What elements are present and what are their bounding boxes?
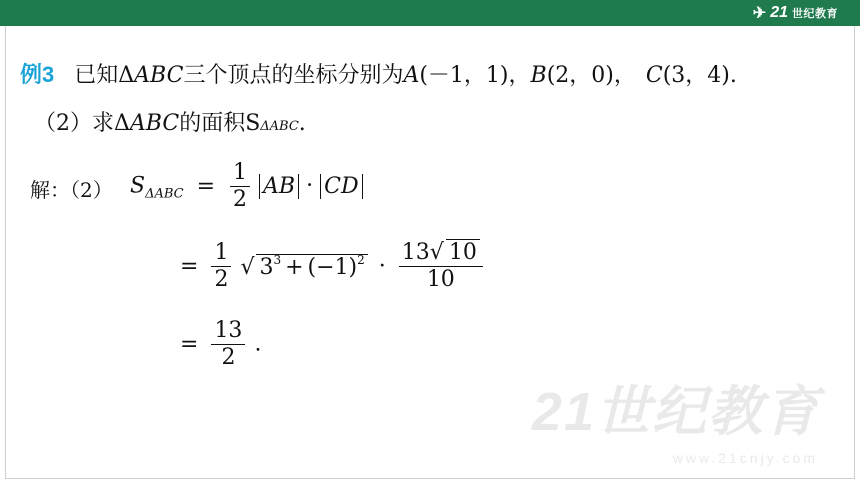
area-symbol: S xyxy=(130,173,146,199)
half-fraction-2 xyxy=(211,240,231,293)
sqrt-expression xyxy=(240,253,367,280)
point-c: C xyxy=(645,63,663,88)
segment-ab: AB xyxy=(259,174,299,199)
point-a: A xyxy=(403,63,420,88)
sqrt-base-1: 3 xyxy=(259,255,274,280)
dot-1: · xyxy=(306,173,314,199)
result-end: . xyxy=(254,331,262,357)
half-num-1: 1 xyxy=(233,160,248,185)
runner-icon: ✈ xyxy=(752,5,767,22)
watermark-url: www.21cnjy.com xyxy=(672,450,818,466)
part-end: . xyxy=(298,111,306,136)
question-label: 例3 xyxy=(20,62,55,87)
sqrt-exp-2: 2 xyxy=(357,253,365,267)
solution-label-text: 解：（2） xyxy=(30,178,113,202)
half-den-1: 2 xyxy=(230,186,250,213)
cd-frac-num xyxy=(399,240,483,266)
logo-text: 世纪教育 xyxy=(792,8,838,20)
coord-b: (2，0)， xyxy=(546,63,636,88)
question-text-pre: 已知Δ xyxy=(74,63,135,88)
logo-number: 21 xyxy=(770,4,788,21)
result-fraction xyxy=(211,318,245,371)
solution-line-2 xyxy=(180,240,485,293)
solution-line-3 xyxy=(180,318,261,371)
part-line xyxy=(34,106,306,140)
solution-line-1 xyxy=(130,160,363,213)
sqrt-exp-1: 3 xyxy=(273,253,282,267)
question-line xyxy=(20,58,737,94)
part-triangle: ABC xyxy=(129,111,180,136)
part-prefix: （2）求Δ xyxy=(34,111,130,136)
area-subscript: ΔABC xyxy=(145,186,184,202)
sqrt-term-2: (−1) xyxy=(307,255,358,280)
watermark-logo: 21世纪教育 xyxy=(531,382,820,442)
half-den-2: 2 xyxy=(211,266,231,293)
radical-icon: √ xyxy=(240,255,255,280)
point-b: B xyxy=(530,63,547,88)
header-bar xyxy=(0,0,860,26)
result-num: 13 xyxy=(214,318,243,343)
triangle-name: ABC xyxy=(134,63,184,88)
radical-icon-2: √ xyxy=(429,240,444,265)
cd-frac-den: 10 xyxy=(399,266,483,293)
coord-c: (3，4). xyxy=(662,63,737,88)
sqrt-body xyxy=(256,254,367,280)
result-den: 2 xyxy=(211,344,245,371)
brand-logo xyxy=(753,2,838,24)
cd-fraction xyxy=(399,240,483,293)
coord-a: (－1，1)， xyxy=(419,63,531,88)
cd-frac-root: 10 xyxy=(446,239,480,265)
sqrt-plus: + xyxy=(285,255,304,280)
equals-1: = xyxy=(196,173,216,199)
equals-2: = xyxy=(180,253,199,279)
dot-2: · xyxy=(378,253,386,279)
solution-label xyxy=(30,174,113,203)
equals-3: = xyxy=(180,331,199,357)
part-suffix: 的面积S xyxy=(179,111,261,136)
cd-frac-coef: 13 xyxy=(401,240,430,265)
half-fraction-1 xyxy=(230,160,250,213)
question-text-mid: 三个顶点的坐标分别为 xyxy=(183,63,404,88)
half-num-2: 1 xyxy=(214,240,229,265)
segment-cd: CD xyxy=(320,174,362,199)
part-subscript: ΔABC xyxy=(260,119,299,134)
